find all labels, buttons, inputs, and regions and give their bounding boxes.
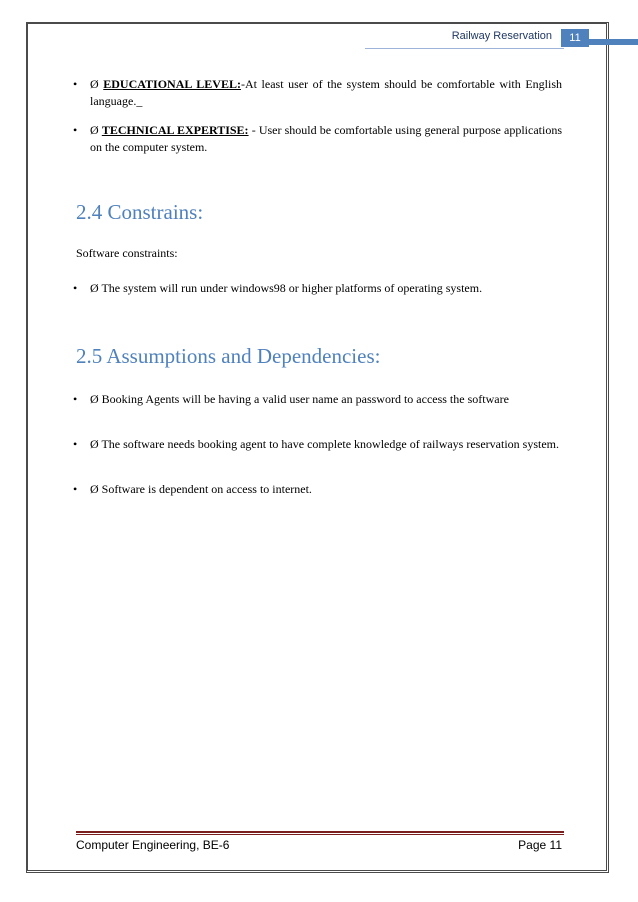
header-page-number: 11: [561, 29, 589, 47]
section-heading-constraints: 2.4 Constrains:: [76, 200, 204, 224]
bullet-dot-icon: •: [73, 437, 78, 451]
bullet-label: EDUCATIONAL LEVEL:: [103, 77, 241, 91]
footer-rule-thin: [76, 834, 564, 835]
arrow-glyph: Ø: [90, 392, 99, 406]
bullet-dot-icon: •: [73, 77, 78, 91]
bullet-text: Booking Agents will be having a valid user name an password to access the software: [101, 392, 509, 406]
bullet-constraint: [73, 280, 562, 297]
header-rule: [365, 48, 564, 49]
bullet-text: - User should be comfortable using general purpose applications on the computer system.: [90, 123, 562, 154]
bullet-label: TECHNICAL EXPERTISE:: [101, 123, 249, 137]
bullet-dot-icon: •: [73, 123, 78, 137]
bullet-text: The system will run under windows98 or higher platforms of operating system.: [101, 281, 483, 295]
arrow-glyph: Ø: [90, 281, 99, 295]
bullet-assumption: [73, 436, 562, 453]
bullet-educational-level: [73, 76, 562, 110]
arrow-glyph: Ø: [90, 437, 99, 451]
bullet-assumption: [73, 481, 562, 498]
arrow-glyph: Ø: [90, 482, 99, 496]
section-heading-assumptions: 2.5 Assumptions and Dependencies:: [76, 344, 381, 368]
bullet-dot-icon: •: [73, 482, 78, 496]
bullet-dot-icon: •: [73, 281, 78, 295]
bullet-technical-expertise: [73, 122, 562, 156]
footer-department: Computer Engineering, BE-6: [76, 838, 230, 852]
footer-page-number: Page 11: [518, 838, 562, 852]
header-accent-bar: [589, 39, 638, 45]
footer-rule: [76, 831, 564, 833]
arrow-glyph: Ø: [90, 123, 99, 137]
bullet-text: -At least user of the system should be comfortable with English language._: [90, 77, 562, 108]
header-title: Railway Reservation: [451, 30, 552, 42]
bullet-text: The software needs booking agent to have complete knowledge of railways reservation system.: [101, 437, 559, 451]
constraints-intro: Software constraints:: [76, 246, 178, 260]
bullet-dot-icon: •: [73, 392, 78, 406]
bullet-text: Software is dependent on access to internet.: [101, 482, 312, 496]
bullet-assumption: [73, 391, 562, 408]
arrow-glyph: Ø: [90, 77, 99, 91]
